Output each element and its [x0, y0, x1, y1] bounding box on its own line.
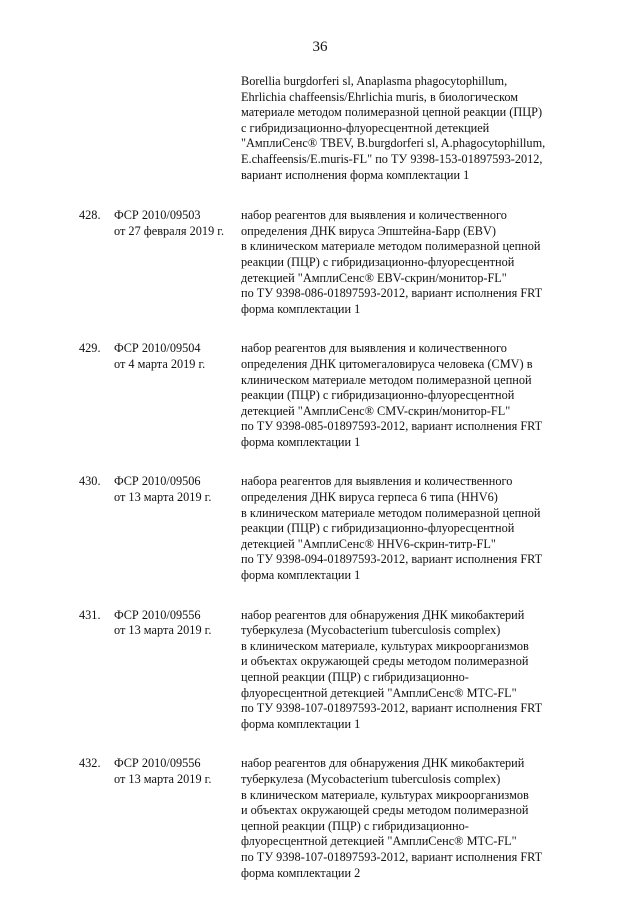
registration-date: от 13 марта 2019 г. [114, 490, 212, 505]
description-line: "АмплиСенс® TBEV, B.burgdorferi sl, A.phagocytophillum, [241, 136, 546, 151]
description-line: цепной реакции (ПЦР) с гибридизационно- [241, 670, 469, 684]
description-line: форма комплектации 1 [241, 301, 361, 316]
registry-entry-429 [0, 341, 640, 450]
description-line: цепной реакции (ПЦР) с гибридизационно- [241, 818, 469, 833]
description-line: определения ДНК вируса герпеса 6 типа (HHV6) [241, 490, 498, 505]
entry-description [241, 208, 581, 317]
registration-date: от 4 марта 2019 г. [114, 356, 206, 371]
description-line: в клиническом материале методом полимеразной цепной [241, 505, 541, 520]
description-line: в клиническом материале, культурах микроорганизмов [241, 787, 529, 802]
description-line: форма комплектации 1 [241, 716, 361, 731]
registration-info [114, 208, 234, 239]
entry-number: 428. [79, 208, 101, 223]
description-line: E.chaffeensis/E.muris-FL" по ТУ 9398-153-01897593-2012, [241, 151, 543, 166]
description-line: набора реагентов для выявления и количественного [241, 474, 513, 489]
entry-number: 431. [79, 607, 101, 622]
description-line: туберкулеза (Mycobacterium tuberculosis complex) [241, 771, 501, 786]
registry-entry-430 [0, 474, 640, 583]
document-body [0, 74, 640, 881]
description-line: форма комплектации 1 [241, 434, 361, 449]
continued-entry [0, 74, 640, 183]
registration-info [114, 474, 234, 505]
description-line: Ehrlichia chaffeensis/Ehrlichia muris, в биологическом [241, 89, 519, 104]
registry-entry-432 [0, 756, 640, 881]
description-line: реакции (ПЦР) с гибридизационно-флуоресцентной [241, 521, 515, 536]
description-line: определения ДНК вируса Эпштейна-Барр (EBV) [241, 223, 496, 238]
description-line: клиническом материале методом полимеразной цепной [241, 372, 532, 387]
description-line: детекцией "АмплиСенс® CMV-скрин/монитор-FL" [241, 403, 511, 418]
description-line: детекцией "АмплиСенс® HHV6-скрин-титр-FL" [241, 536, 496, 551]
description-line: и объектах окружающей среды методом полимеразной [241, 803, 529, 818]
description-line: детекцией "АмплиСенс® EBV-скрин/монитор-FL" [241, 270, 507, 285]
description-line: по ТУ 9398-094-01897593-2012, вариант исполнения FRT [241, 552, 543, 567]
entry-number: 429. [79, 341, 101, 356]
description-line: по ТУ 9398-086-01897593-2012, вариант исполнения FRT [241, 286, 543, 301]
registry-entry-428 [0, 208, 640, 317]
description-line: и объектах окружающей среды методом полимеразной [241, 654, 529, 669]
registration-date: от 13 марта 2019 г. [114, 771, 212, 786]
description-line: туберкулеза (Mycobacterium tuberculosis complex) [241, 623, 501, 638]
description-line: вариант исполнения форма комплектации 1 [241, 167, 470, 182]
description-line: Borellia burgdorferi sl, Anaplasma phagocytophillum, [241, 74, 508, 88]
registration-info [114, 608, 234, 639]
description-line: реакции (ПЦР) с гибридизационно-флуоресцентной [241, 254, 515, 269]
entry-description [241, 341, 581, 450]
description-line: в клиническом материале, культурах микроорганизмов [241, 638, 529, 653]
registration-info [114, 756, 234, 787]
registration-date: от 13 марта 2019 г. [114, 623, 212, 638]
description-line: по ТУ 9398-107-01897593-2012, вариант исполнения FRT [241, 849, 543, 864]
description-line: набор реагентов для обнаружения ДНК микобактерий [241, 756, 525, 771]
entry-description [241, 756, 581, 881]
description-line: набор реагентов для выявления и количественного [241, 208, 507, 223]
entry-description [241, 474, 581, 583]
registration-number: ФСР 2010/09506 [114, 474, 201, 489]
description-line: флуоресцентной детекцией "АмплиСенс® MTC-FL" [241, 685, 517, 700]
description-line: реакции (ПЦР) с гибридизационно-флуоресцентной [241, 388, 515, 403]
entry-number: 430. [79, 474, 101, 489]
page-number: 36 [312, 39, 328, 55]
description-line: форма комплектации 2 [241, 865, 361, 880]
description-line: набор реагентов для выявления и количественного [241, 341, 507, 356]
registration-number: ФСР 2010/09504 [114, 341, 201, 356]
description-line: в клиническом материале методом полимеразной цепной [241, 239, 541, 254]
registration-date: от 27 февраля 2019 г. [114, 223, 225, 238]
description-line: форма комплектации 1 [241, 568, 361, 583]
registration-number: ФСР 2010/09556 [114, 756, 201, 771]
description-line: материале методом полимеразной цепной реакции (ПЦР) [241, 105, 543, 120]
registration-number: ФСР 2010/09503 [114, 208, 201, 223]
entry-description [241, 608, 581, 733]
registry-entry-431 [0, 608, 640, 733]
description-line: с гибридизационно-флуоресцентной детекцией [241, 120, 490, 135]
description-line: по ТУ 9398-107-01897593-2012, вариант исполнения FRT [241, 701, 543, 716]
entry-description [241, 74, 581, 183]
registration-info [114, 341, 234, 372]
description-line: определения ДНК цитомегаловируса человека (CMV) в [241, 356, 533, 371]
description-line: флуоресцентной детекцией "АмплиСенс® MTC-FL" [241, 834, 517, 849]
description-line: по ТУ 9398-085-01897593-2012, вариант исполнения FRT [241, 419, 543, 434]
entry-number: 432. [79, 756, 101, 771]
registration-number: ФСР 2010/09556 [114, 607, 201, 622]
description-line: набор реагентов для обнаружения ДНК микобактерий [241, 607, 525, 622]
